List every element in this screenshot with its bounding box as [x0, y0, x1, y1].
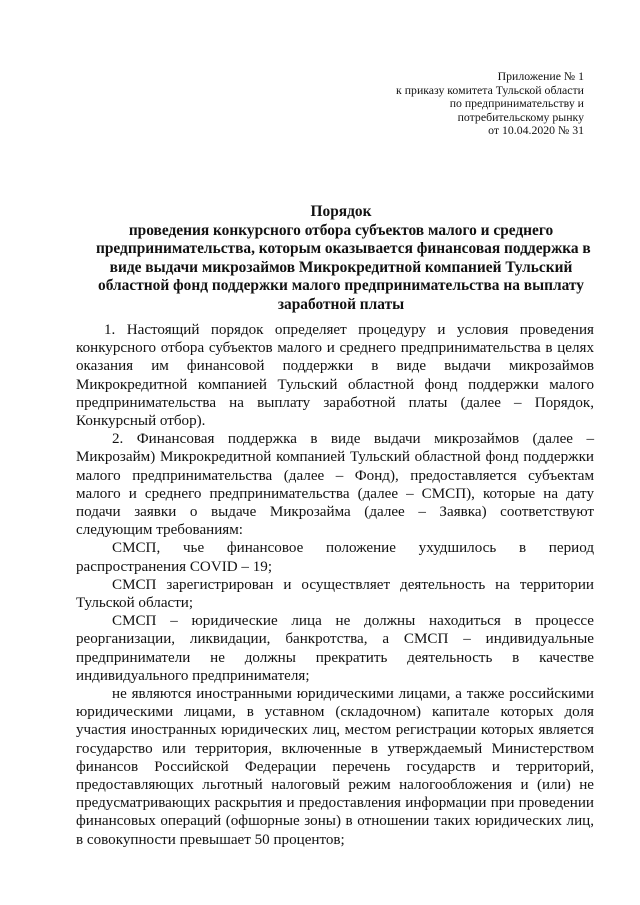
appendix-line: от 10.04.2020 № 31 [488, 123, 584, 138]
appendix-line: потребительскому рынку [457, 109, 584, 124]
title-line: проведения конкурсного отбора субъектов малого и среднего [128, 221, 554, 239]
appendix-line: к приказу комитета Тульской области [396, 82, 584, 97]
appendix-line: Приложение № 1 [497, 69, 584, 83]
paragraph-requirement: не являются иностранными юридическими лицами, а также российскими юридическими лицами, в уставном (складочном) капитале которых доля участия иностранных юридических лиц, местом регистрации которых является государство или территория, включенные в утверждаемый Министерством финансов Российской Федерации перечень государств и территорий, предоставляющих льготный налоговый режим налогообложения и (или) не предусматривающих раскрытия и предоставления информации при проведении финансовых операций (офшорные зоны) в отношении таких юридических лиц, в совокупности превышает 50 процентов; [76, 686, 594, 848]
document-title [96, 203, 591, 315]
appendix-header [324, 70, 584, 138]
paragraph-item-1: 1. Настоящий порядок определяет процедуру и условия проведения конкурсного отбора субъектов малого и среднего предпринимательства в целях оказания им финансовой поддержки в виде выдачи микрозаймов Микрокредитной компанией Тульский областной фонд поддержки малого предпринимательства на выплату заработной платы (далее – Порядок, Конкурсный отбор). [76, 322, 594, 430]
paragraph-requirement: СМСП зарегистрирован и осуществляет деятельность на территории Тульской области; [76, 576, 594, 612]
paragraph-item-2: 2. Финансовая поддержка в виде выдачи микрозаймов (далее – Микрозайм) Микрокредитной компанией Тульский областной фонд поддержки малого предпринимательства (далее – Фонд), предоставляется субъектам малого и среднего предпринимательства (далее – СМСП), которые на дату подачи заявки о выдаче Микрозайма (далее – Заявка) соответствуют следующим требованиям: [76, 431, 594, 539]
title-line: предпринимательства, которым оказывается финансовая поддержка в [96, 240, 591, 258]
title-line: заработной платы [277, 295, 405, 313]
appendix-line: по предпринимательству и [449, 96, 584, 111]
paragraph-requirement: СМСП, чье финансовое положение ухудшилось в период распространения COVID – 19; [76, 540, 594, 575]
title-heading: Порядок [310, 203, 372, 220]
title-line: областной фонд поддержки малого предпринимательства на выплату [98, 277, 584, 295]
paragraph-requirement: СМСП – юридические лица не должны находиться в процессе реорганизации, ликвидации, банкротства, а СМСП – индивидуальные предприниматели не должны прекратить деятельность в качестве индивидуального предпринимателя; [76, 613, 594, 684]
document-body [76, 321, 594, 849]
title-line: виде выдачи микрозаймов Микрокредитной компанией Тульский [109, 258, 573, 276]
